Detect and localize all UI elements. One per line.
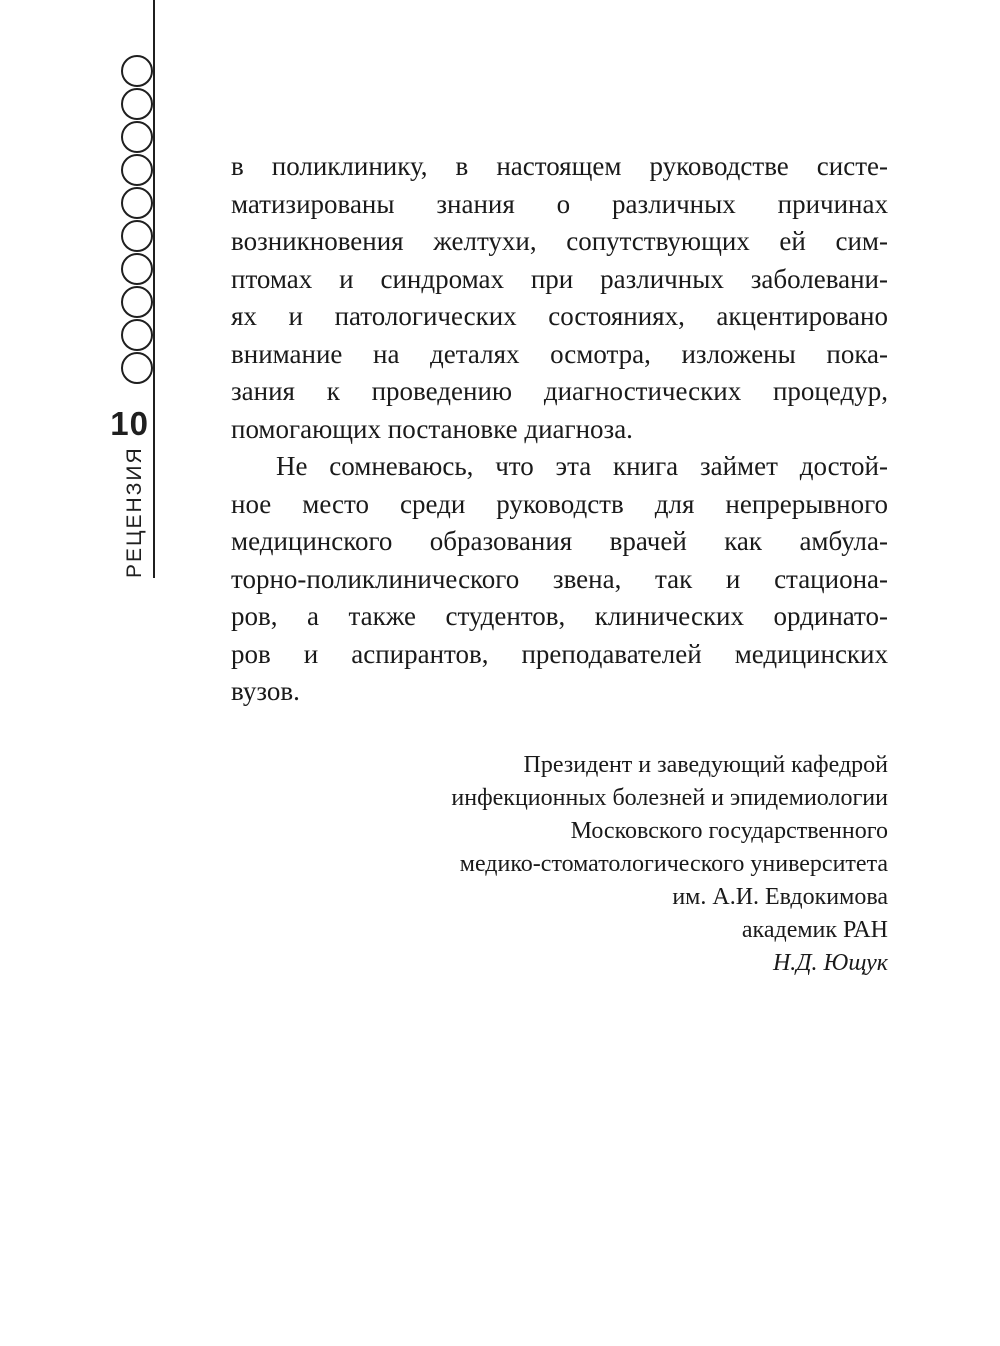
body-line: помогающих постановке диагноза. <box>231 413 633 444</box>
paragraph <box>231 448 888 711</box>
circle-decoration <box>121 352 153 384</box>
circle-decoration <box>121 319 153 351</box>
margin-vertical-rule <box>153 0 155 578</box>
body-line: ров, а также студентов, клинических ординато- <box>231 601 888 631</box>
signature-line: инфекционных болезней и эпидемиологии <box>451 785 888 811</box>
circle-decoration <box>121 154 153 186</box>
signature-line: медико-стоматологического университета <box>459 851 888 877</box>
circle-decoration <box>121 253 153 285</box>
body-line: Не сомневаюсь, что эта книга займет достой- <box>276 451 888 481</box>
body-line: медицинского образования врачей как амбула- <box>231 526 888 556</box>
body-line: птомах и синдромах при различных заболевани- <box>231 263 888 294</box>
body-line: вузов. <box>231 676 300 706</box>
circle-decoration <box>121 187 153 219</box>
body-line: ях и патологических состояниях, акцентировано <box>231 301 888 331</box>
page-number: 10 <box>110 405 149 442</box>
body-line: в поликлинику, в настоящем руководстве систе- <box>231 151 888 181</box>
section-label-rotated: РЕЦЕНЗИЯ <box>123 446 146 578</box>
signature-author-name: Н.Д. Ющук <box>772 950 888 976</box>
body-line: ное место среди руководств для непрерывного <box>231 488 888 519</box>
circle-decoration <box>121 286 153 318</box>
signature-line: Президент и заведующий кафедрой <box>523 752 888 778</box>
signature-line: Московского государственного <box>570 818 888 844</box>
body-text <box>231 148 888 711</box>
circle-decoration <box>121 55 153 87</box>
circle-decoration <box>121 220 153 252</box>
signature-block <box>231 749 888 980</box>
body-line: торно-поликлинического звена, так и стациона- <box>231 563 888 594</box>
body-line: внимание на деталях осмотра, изложены пока- <box>231 338 888 369</box>
body-line: возникновения желтухи, сопутствующих ей сим- <box>231 226 888 256</box>
signature-line: академик РАН <box>741 917 888 943</box>
body-line: ров и аспирантов, преподавателей медицинских <box>231 638 888 669</box>
paragraph <box>231 148 888 448</box>
signature-line: им. А.И. Евдокимова <box>672 884 888 910</box>
body-line: зания к проведению диагностических процедур, <box>231 376 888 406</box>
circle-decoration <box>121 88 153 120</box>
body-line: матизированы знания о различных причинах <box>231 188 888 219</box>
margin-circles-decoration <box>121 55 153 384</box>
circle-decoration <box>121 121 153 153</box>
